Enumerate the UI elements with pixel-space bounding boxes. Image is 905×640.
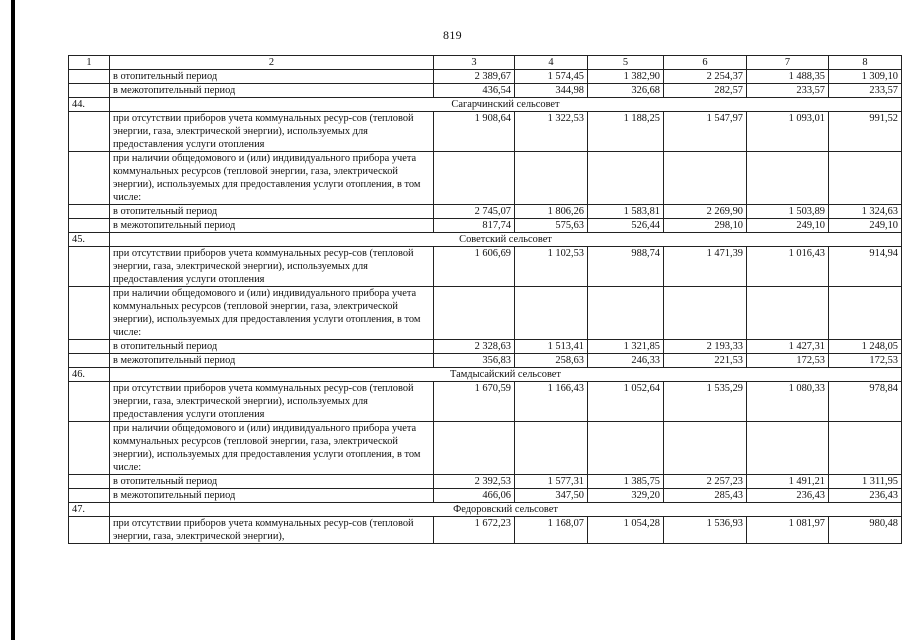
value-cell: 1 311,95	[829, 475, 902, 489]
value-cell: 436,54	[434, 84, 515, 98]
description-cell: в отопительный период	[110, 70, 434, 84]
table-row	[69, 489, 902, 503]
value-cell: 1 908,64	[434, 112, 515, 152]
value-cell: 1 513,41	[515, 340, 588, 354]
table-row	[69, 287, 902, 340]
value-cell: 1 322,53	[515, 112, 588, 152]
description-cell: при наличии общедомового и (или) индивидуального прибора учета коммунальных ресурсов (тепловой энергии, газа, электрической энергии), используемых для предоставления услуги отопления, в том числе:	[110, 152, 434, 205]
value-cell	[829, 152, 902, 205]
value-cell: 326,68	[588, 84, 664, 98]
value-cell: 1 054,28	[588, 517, 664, 544]
row-number-cell	[69, 152, 110, 205]
description-cell: в межотопительный период	[110, 219, 434, 233]
value-cell: 249,10	[829, 219, 902, 233]
value-cell: 1 574,45	[515, 70, 588, 84]
tariff-table	[68, 55, 902, 544]
row-number-cell	[69, 112, 110, 152]
value-cell	[664, 152, 747, 205]
value-cell: 1 806,26	[515, 205, 588, 219]
column-number: 6	[664, 56, 747, 70]
value-cell: 1 248,05	[829, 340, 902, 354]
value-cell: 258,63	[515, 354, 588, 368]
value-cell: 1 471,39	[664, 247, 747, 287]
value-cell: 221,53	[664, 354, 747, 368]
value-cell: 356,83	[434, 354, 515, 368]
row-number-cell	[69, 247, 110, 287]
value-cell: 282,57	[664, 84, 747, 98]
value-cell: 233,57	[829, 84, 902, 98]
value-cell	[747, 152, 829, 205]
value-cell: 1 672,23	[434, 517, 515, 544]
column-number: 8	[829, 56, 902, 70]
row-number-cell	[69, 205, 110, 219]
value-cell: 1 536,93	[664, 517, 747, 544]
value-cell	[588, 287, 664, 340]
value-cell: 526,44	[588, 219, 664, 233]
description-cell: при отсутствии приборов учета коммунальных ресур-сов (тепловой энергии, газа, электрической энергии), используемых для предоставления услуги отопления	[110, 382, 434, 422]
value-cell: 1 102,53	[515, 247, 588, 287]
value-cell: 1 491,21	[747, 475, 829, 489]
description-cell: в отопительный период	[110, 340, 434, 354]
value-cell: 172,53	[747, 354, 829, 368]
table-row	[69, 112, 902, 152]
table-row	[69, 205, 902, 219]
value-cell: 1 670,59	[434, 382, 515, 422]
value-cell	[747, 422, 829, 475]
value-cell: 285,43	[664, 489, 747, 503]
column-number: 5	[588, 56, 664, 70]
description-cell: при отсутствии приборов учета коммунальных ресур-сов (тепловой энергии, газа, электрической энергии),	[110, 517, 434, 544]
value-cell: 2 328,63	[434, 340, 515, 354]
value-cell: 817,74	[434, 219, 515, 233]
value-cell: 1 309,10	[829, 70, 902, 84]
column-number: 7	[747, 56, 829, 70]
section-title: Сагарчинский сельсовет	[110, 98, 902, 112]
description-cell: при отсутствии приборов учета коммунальных ресур-сов (тепловой энергии, газа, электрической энергии), используемых для предоставления услуги отопления	[110, 112, 434, 152]
value-cell: 344,98	[515, 84, 588, 98]
column-number: 2	[110, 56, 434, 70]
description-cell: при наличии общедомового и (или) индивидуального прибора учета коммунальных ресурсов (тепловой энергии, газа, электрической энергии), используемых для предоставления услуги отопления, в том числе:	[110, 287, 434, 340]
value-cell: 2 269,90	[664, 205, 747, 219]
value-cell: 347,50	[515, 489, 588, 503]
value-cell: 2 745,07	[434, 205, 515, 219]
value-cell: 249,10	[747, 219, 829, 233]
value-cell	[829, 287, 902, 340]
description-cell: в отопительный период	[110, 475, 434, 489]
column-number: 3	[434, 56, 515, 70]
value-cell	[515, 287, 588, 340]
table-row	[69, 517, 902, 544]
table-row	[69, 422, 902, 475]
value-cell: 1 080,33	[747, 382, 829, 422]
row-number-cell	[69, 489, 110, 503]
description-cell: при наличии общедомового и (или) индивидуального прибора учета коммунальных ресурсов (тепловой энергии, газа, электрической энергии), используемых для предоставления услуги отопления, в том числе:	[110, 422, 434, 475]
value-cell: 2 389,67	[434, 70, 515, 84]
value-cell: 575,63	[515, 219, 588, 233]
value-cell	[664, 422, 747, 475]
value-cell: 236,43	[747, 489, 829, 503]
value-cell: 980,48	[829, 517, 902, 544]
value-cell	[515, 422, 588, 475]
value-cell: 1 577,31	[515, 475, 588, 489]
table-row	[69, 84, 902, 98]
row-number-cell	[69, 287, 110, 340]
value-cell: 991,52	[829, 112, 902, 152]
row-number-cell	[69, 475, 110, 489]
section-number: 44.	[69, 98, 110, 112]
section-title: Федоровский сельсовет	[110, 503, 902, 517]
value-cell: 466,06	[434, 489, 515, 503]
description-cell: в отопительный период	[110, 205, 434, 219]
row-number-cell	[69, 382, 110, 422]
table-row	[69, 70, 902, 84]
value-cell: 914,94	[829, 247, 902, 287]
value-cell: 1 016,43	[747, 247, 829, 287]
value-cell: 1 503,89	[747, 205, 829, 219]
table-row	[69, 152, 902, 205]
section-number: 46.	[69, 368, 110, 382]
value-cell: 329,20	[588, 489, 664, 503]
table-row	[69, 354, 902, 368]
value-cell: 1 488,35	[747, 70, 829, 84]
value-cell: 2 193,33	[664, 340, 747, 354]
row-number-cell	[69, 517, 110, 544]
value-cell: 1 166,43	[515, 382, 588, 422]
scan-edge-bar	[11, 0, 15, 640]
value-cell: 1 188,25	[588, 112, 664, 152]
column-number-row	[69, 56, 902, 70]
section-row	[69, 233, 902, 247]
value-cell: 1 382,90	[588, 70, 664, 84]
value-cell: 1 547,97	[664, 112, 747, 152]
value-cell	[515, 152, 588, 205]
value-cell: 1 606,69	[434, 247, 515, 287]
section-row	[69, 368, 902, 382]
value-cell	[588, 422, 664, 475]
value-cell	[434, 422, 515, 475]
section-row	[69, 98, 902, 112]
row-number-cell	[69, 70, 110, 84]
section-row	[69, 503, 902, 517]
table-row	[69, 247, 902, 287]
table-row	[69, 382, 902, 422]
value-cell: 1 324,63	[829, 205, 902, 219]
section-number: 47.	[69, 503, 110, 517]
description-cell: в межотопительный период	[110, 84, 434, 98]
section-title: Тамдысайский сельсовет	[110, 368, 902, 382]
value-cell: 1 052,64	[588, 382, 664, 422]
value-cell: 1 093,01	[747, 112, 829, 152]
value-cell: 2 254,37	[664, 70, 747, 84]
table-row	[69, 219, 902, 233]
value-cell: 246,33	[588, 354, 664, 368]
value-cell: 1 427,31	[747, 340, 829, 354]
value-cell: 1 321,85	[588, 340, 664, 354]
value-cell	[434, 287, 515, 340]
value-cell: 1 583,81	[588, 205, 664, 219]
table-row	[69, 475, 902, 489]
value-cell	[747, 287, 829, 340]
row-number-cell	[69, 422, 110, 475]
value-cell: 236,43	[829, 489, 902, 503]
value-cell: 1 535,29	[664, 382, 747, 422]
row-number-cell	[69, 354, 110, 368]
row-number-cell	[69, 219, 110, 233]
value-cell	[434, 152, 515, 205]
row-number-cell	[69, 84, 110, 98]
section-title: Советский сельсовет	[110, 233, 902, 247]
value-cell	[664, 287, 747, 340]
table-row	[69, 340, 902, 354]
column-number: 1	[69, 56, 110, 70]
value-cell: 978,84	[829, 382, 902, 422]
description-cell: в межотопительный период	[110, 489, 434, 503]
value-cell: 1 168,07	[515, 517, 588, 544]
value-cell: 233,57	[747, 84, 829, 98]
description-cell: в межотопительный период	[110, 354, 434, 368]
row-number-cell	[69, 340, 110, 354]
page-number: 819	[443, 28, 462, 42]
value-cell: 2 257,23	[664, 475, 747, 489]
section-number: 45.	[69, 233, 110, 247]
value-cell: 298,10	[664, 219, 747, 233]
value-cell	[829, 422, 902, 475]
value-cell	[588, 152, 664, 205]
description-cell: при отсутствии приборов учета коммунальных ресур-сов (тепловой энергии, газа, электрической энергии), используемых для предоставления услуги отопления	[110, 247, 434, 287]
column-number: 4	[515, 56, 588, 70]
value-cell: 2 392,53	[434, 475, 515, 489]
value-cell: 1 385,75	[588, 475, 664, 489]
value-cell: 1 081,97	[747, 517, 829, 544]
value-cell: 172,53	[829, 354, 902, 368]
value-cell: 988,74	[588, 247, 664, 287]
